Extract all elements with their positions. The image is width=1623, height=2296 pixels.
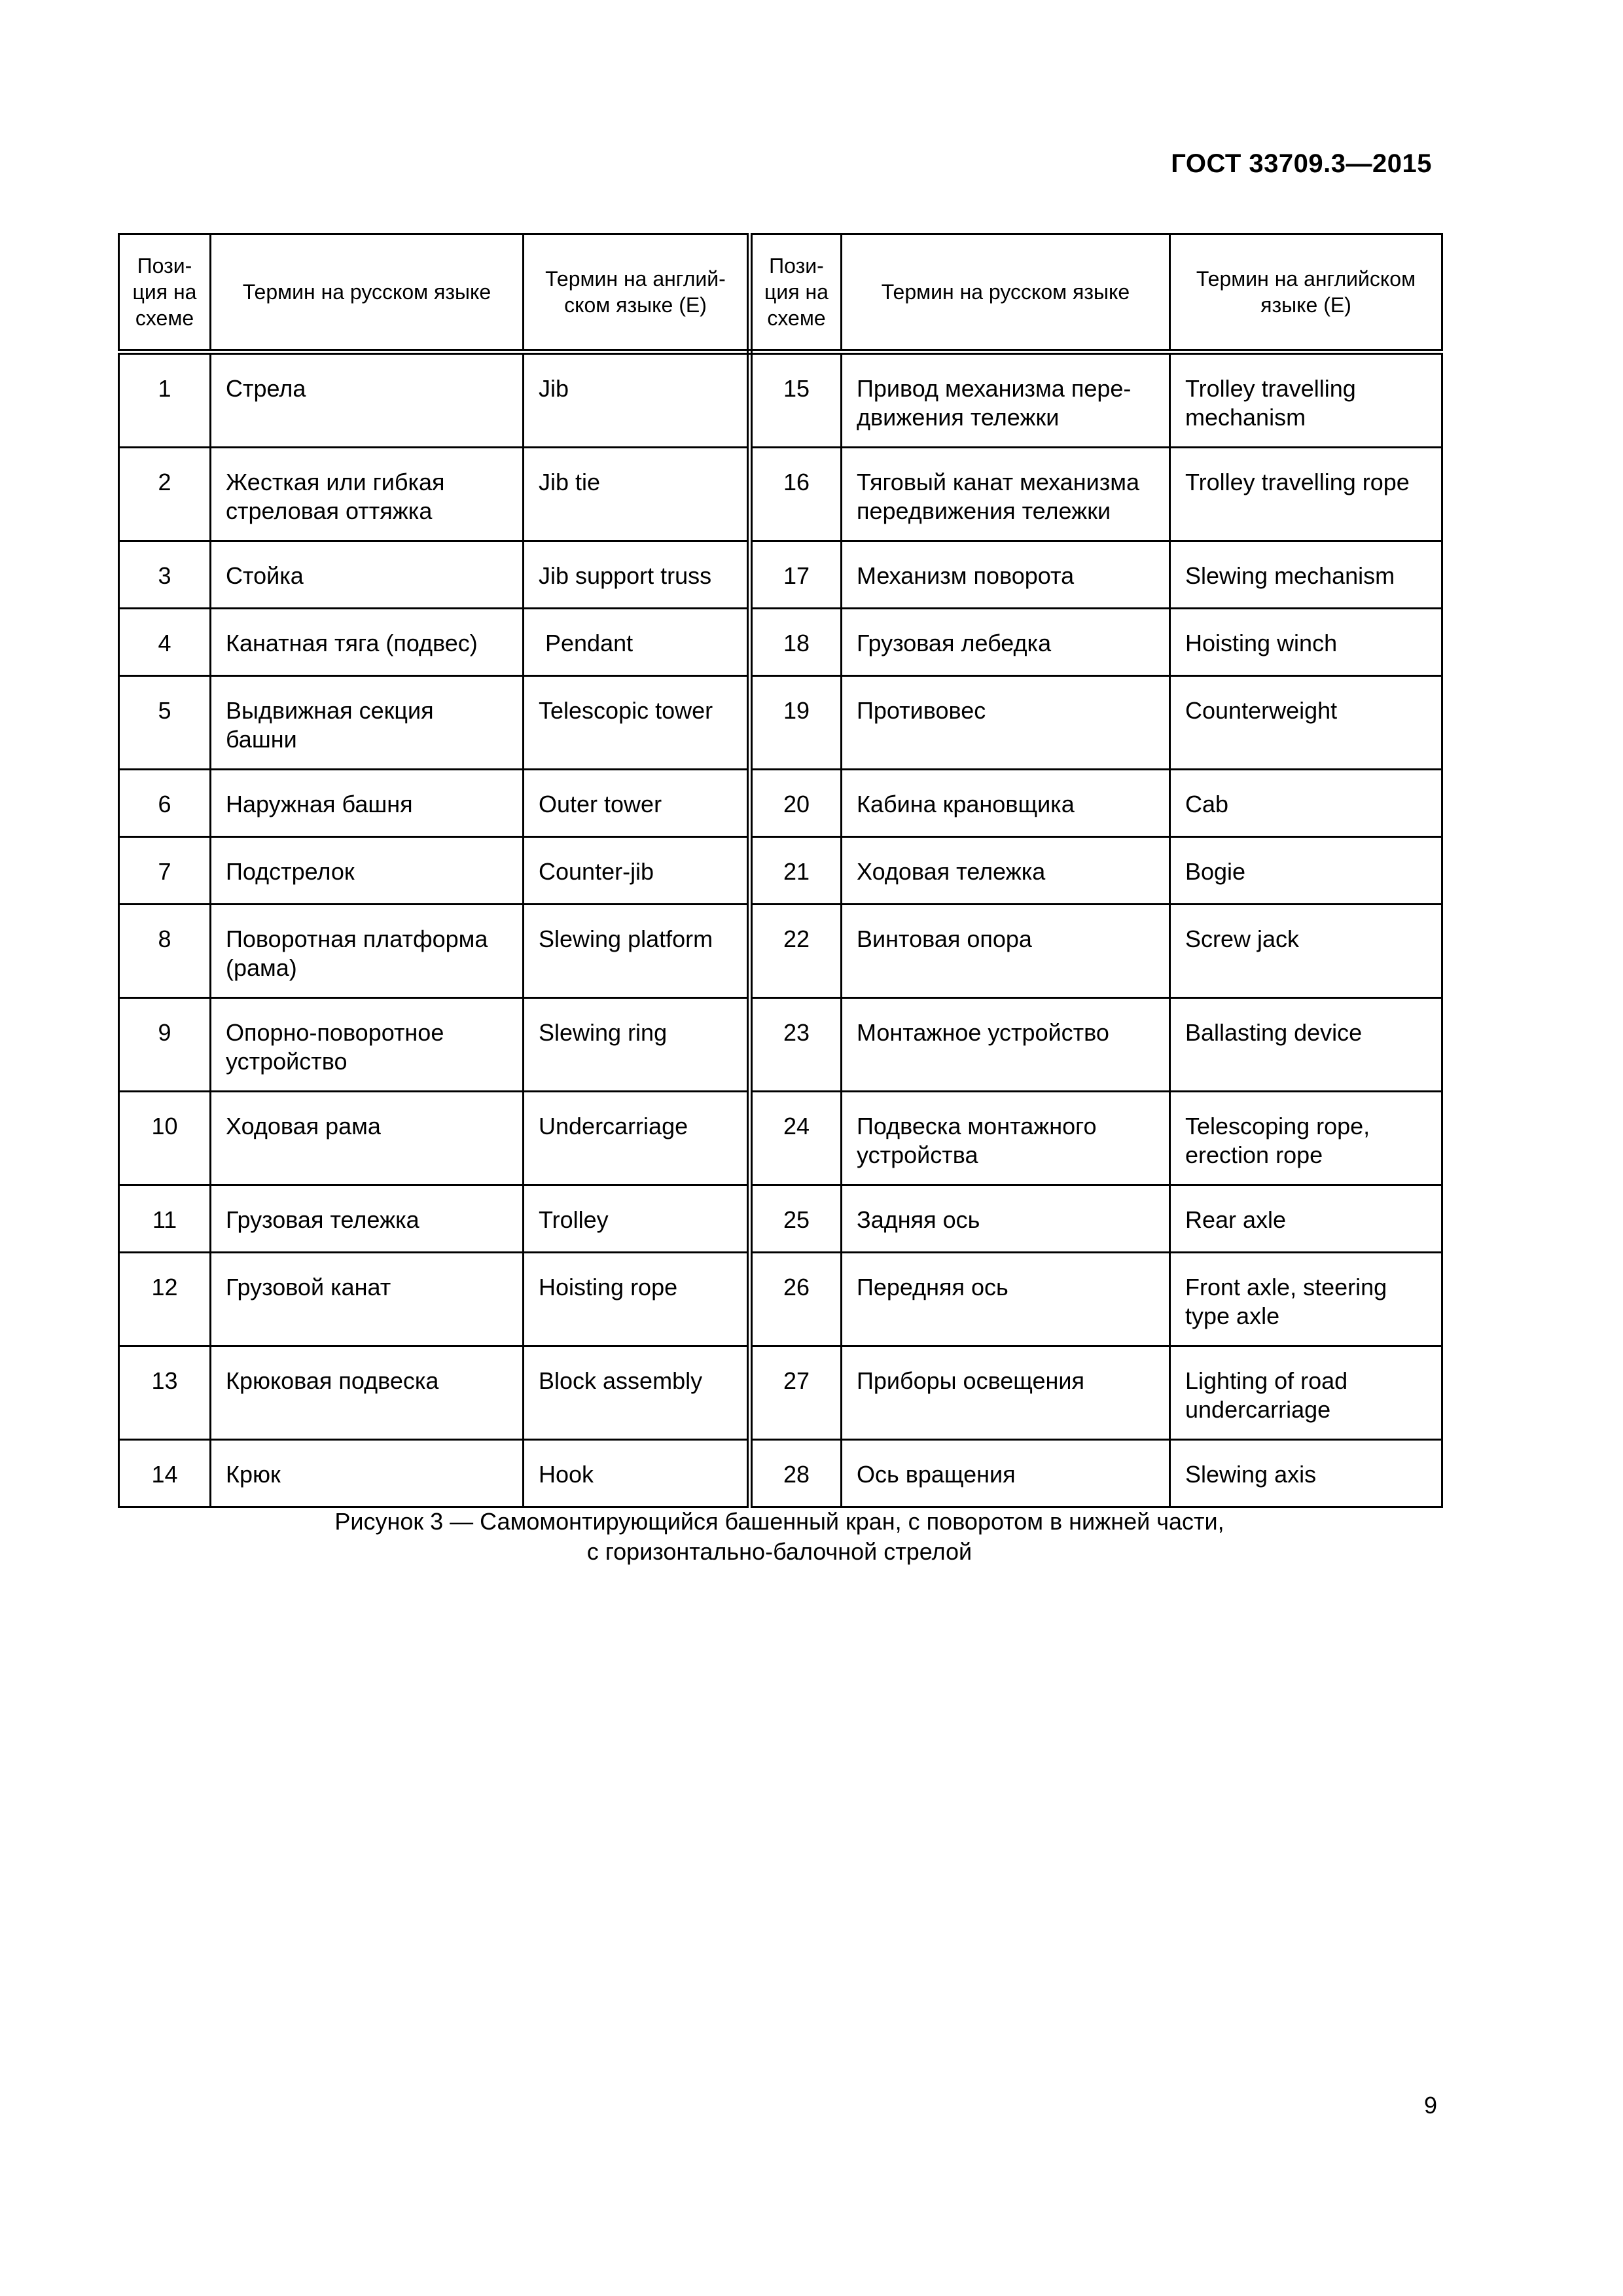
russian-term-cell: Механизм поворота bbox=[842, 541, 1170, 609]
position-cell: 12 bbox=[119, 1253, 211, 1346]
position-cell: 1 bbox=[119, 352, 211, 448]
header-english-term-right: Термин на английском языке (Е) bbox=[1170, 234, 1442, 352]
english-term-cell: Counter-jib bbox=[524, 837, 750, 905]
position-cell: 26 bbox=[750, 1253, 842, 1346]
position-cell: 10 bbox=[119, 1092, 211, 1185]
russian-term-cell: Привод механизма пере- движения тележки bbox=[842, 352, 1170, 448]
russian-term-cell: Монтажное устройство bbox=[842, 998, 1170, 1092]
figure-caption: Рисунок 3 — Самомонтирующийся башенный кран, с поворотом в нижней части, с горизонтально-балочной стрелой bbox=[334, 1508, 1224, 1565]
english-term-cell: Jib bbox=[524, 352, 750, 448]
terms-table bbox=[118, 233, 1443, 1508]
position-cell: 14 bbox=[119, 1440, 211, 1507]
table-header-row bbox=[119, 234, 1442, 352]
position-cell: 4 bbox=[119, 609, 211, 676]
russian-term-cell: Подстрелок bbox=[211, 837, 524, 905]
position-cell: 2 bbox=[119, 448, 211, 541]
english-term-cell: Bogie bbox=[1170, 837, 1442, 905]
russian-term-cell: Канатная тяга (подвес) bbox=[211, 609, 524, 676]
english-term-cell: Outer tower bbox=[524, 770, 750, 837]
position-cell: 18 bbox=[750, 609, 842, 676]
english-term-cell: Trolley travelling rope bbox=[1170, 448, 1442, 541]
table-row bbox=[119, 676, 1442, 770]
russian-term-cell: Передняя ось bbox=[842, 1253, 1170, 1346]
english-term-cell: Jib support truss bbox=[524, 541, 750, 609]
russian-term-cell: Жесткая или гибкая стреловая оттяжка bbox=[211, 448, 524, 541]
position-cell: 23 bbox=[750, 998, 842, 1092]
russian-term-cell: Задняя ось bbox=[842, 1185, 1170, 1253]
english-term-cell: Block assembly bbox=[524, 1346, 750, 1440]
position-cell: 15 bbox=[750, 352, 842, 448]
page-number: 9 bbox=[1423, 2092, 1437, 2119]
russian-term-cell: Грузовая лебедка bbox=[842, 609, 1170, 676]
position-cell: 5 bbox=[119, 676, 211, 770]
table-row bbox=[119, 905, 1442, 998]
position-cell: 3 bbox=[119, 541, 211, 609]
position-cell: 27 bbox=[750, 1346, 842, 1440]
position-cell: 28 bbox=[750, 1440, 842, 1507]
table-row bbox=[119, 1185, 1442, 1253]
russian-term-cell: Противовес bbox=[842, 676, 1170, 770]
table-row bbox=[119, 448, 1442, 541]
english-term-cell: Telescoping rope, erection rope bbox=[1170, 1092, 1442, 1185]
table-row bbox=[119, 1092, 1442, 1185]
english-term-cell: Screw jack bbox=[1170, 905, 1442, 998]
position-cell: 8 bbox=[119, 905, 211, 998]
table-row bbox=[119, 1253, 1442, 1346]
header-english-term-left: Термин на англий- ском языке (Е) bbox=[524, 234, 750, 352]
english-term-cell: Slewing mechanism bbox=[1170, 541, 1442, 609]
english-term-cell: Front axle, steering type axle bbox=[1170, 1253, 1442, 1346]
russian-term-cell: Винтовая опора bbox=[842, 905, 1170, 998]
table-row bbox=[119, 352, 1442, 448]
document-id: ГОСТ 33709.3—2015 bbox=[1171, 149, 1432, 178]
russian-term-cell: Выдвижная секция башни bbox=[211, 676, 524, 770]
russian-term-cell: Стойка bbox=[211, 541, 524, 609]
table-row bbox=[119, 770, 1442, 837]
position-cell: 6 bbox=[119, 770, 211, 837]
english-term-cell: Rear axle bbox=[1170, 1185, 1442, 1253]
russian-term-cell: Подвеска монтажного устройства bbox=[842, 1092, 1170, 1185]
table-row bbox=[119, 1440, 1442, 1507]
english-term-cell: Trolley bbox=[524, 1185, 750, 1253]
table-row bbox=[119, 609, 1442, 676]
table-row bbox=[119, 998, 1442, 1092]
russian-term-cell: Кабина крановщика bbox=[842, 770, 1170, 837]
english-term-cell: Telescopic tower bbox=[524, 676, 750, 770]
english-term-cell: Lighting of road undercarriage bbox=[1170, 1346, 1442, 1440]
russian-term-cell: Наружная башня bbox=[211, 770, 524, 837]
russian-term-cell: Поворотная платформа (рама) bbox=[211, 905, 524, 998]
header-russian-term-left: Термин на русском языке bbox=[211, 234, 524, 352]
table-row bbox=[119, 541, 1442, 609]
russian-term-cell: Грузовая тележка bbox=[211, 1185, 524, 1253]
english-term-cell: Jib tie bbox=[524, 448, 750, 541]
header-russian-term-right: Термин на русском языке bbox=[842, 234, 1170, 352]
russian-term-cell: Опорно-поворотное устройство bbox=[211, 998, 524, 1092]
table-row bbox=[119, 837, 1442, 905]
russian-term-cell: Приборы освещения bbox=[842, 1346, 1170, 1440]
position-cell: 7 bbox=[119, 837, 211, 905]
english-term-cell: Trolley travelling mechanism bbox=[1170, 352, 1442, 448]
english-term-cell: Pendant bbox=[524, 609, 750, 676]
russian-term-cell: Грузовой канат bbox=[211, 1253, 524, 1346]
english-term-cell: Cab bbox=[1170, 770, 1442, 837]
russian-term-cell: Стрела bbox=[211, 352, 524, 448]
position-cell: 9 bbox=[119, 998, 211, 1092]
position-cell: 21 bbox=[750, 837, 842, 905]
position-cell: 20 bbox=[750, 770, 842, 837]
english-term-cell: Ballasting device bbox=[1170, 998, 1442, 1092]
position-cell: 11 bbox=[119, 1185, 211, 1253]
header-position-right: Пози- ция на схеме bbox=[750, 234, 842, 352]
header-position-left: Пози- ция на схеме bbox=[119, 234, 211, 352]
table-row bbox=[119, 1346, 1442, 1440]
russian-term-cell: Ось вращения bbox=[842, 1440, 1170, 1507]
russian-term-cell: Ходовая рама bbox=[211, 1092, 524, 1185]
english-term-cell: Hook bbox=[524, 1440, 750, 1507]
english-term-cell: Slewing axis bbox=[1170, 1440, 1442, 1507]
english-term-cell: Slewing ring bbox=[524, 998, 750, 1092]
english-term-cell: Hoisting rope bbox=[524, 1253, 750, 1346]
english-term-cell: Counterweight bbox=[1170, 676, 1442, 770]
english-term-cell: Undercarriage bbox=[524, 1092, 750, 1185]
russian-term-cell: Ходовая тележка bbox=[842, 837, 1170, 905]
english-term-cell: Hoisting winch bbox=[1170, 609, 1442, 676]
position-cell: 22 bbox=[750, 905, 842, 998]
position-cell: 25 bbox=[750, 1185, 842, 1253]
russian-term-cell: Крюк bbox=[211, 1440, 524, 1507]
english-term-cell: Slewing platform bbox=[524, 905, 750, 998]
position-cell: 17 bbox=[750, 541, 842, 609]
position-cell: 16 bbox=[750, 448, 842, 541]
russian-term-cell: Крюковая подвеска bbox=[211, 1346, 524, 1440]
russian-term-cell: Тяговый канат механизма передвижения тележки bbox=[842, 448, 1170, 541]
position-cell: 19 bbox=[750, 676, 842, 770]
position-cell: 13 bbox=[119, 1346, 211, 1440]
position-cell: 24 bbox=[750, 1092, 842, 1185]
